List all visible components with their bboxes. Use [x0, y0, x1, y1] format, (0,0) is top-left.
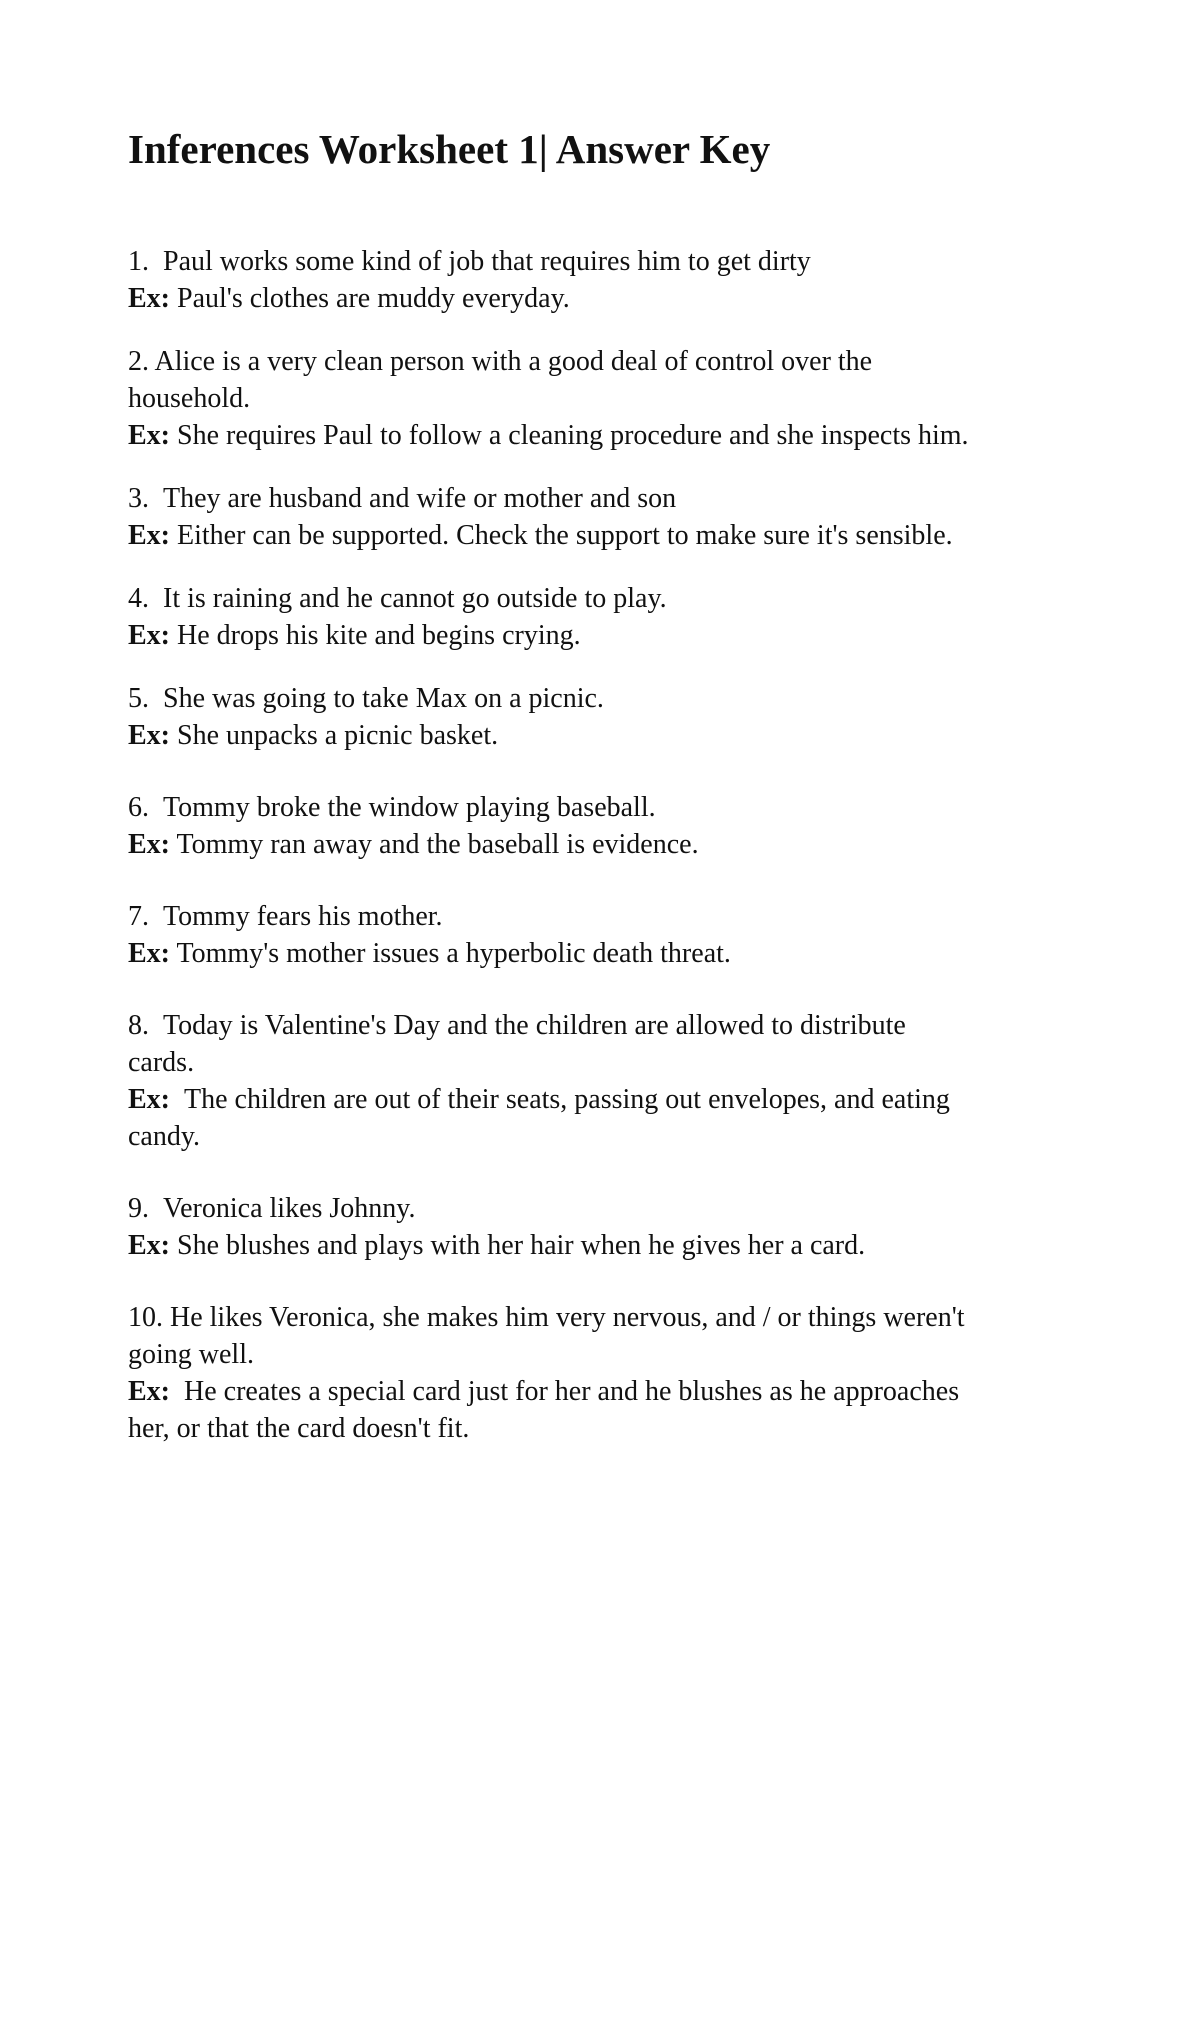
evidence-text: He drops his kite and begins crying. [177, 620, 581, 651]
answer-item [128, 343, 1088, 454]
answer-item [128, 680, 1088, 754]
answer-number: 8. [128, 1010, 149, 1041]
inference-text: going well. [128, 1339, 254, 1370]
evidence-label: Ex: [128, 620, 170, 651]
inference-line [128, 480, 1088, 517]
evidence-label: Ex: [128, 720, 170, 751]
answer-item [128, 1007, 1088, 1155]
evidence-text: candy. [128, 1121, 201, 1152]
answer-item [128, 1299, 1088, 1447]
inference-text: Paul works some kind of job that requires him to get dirty [163, 246, 811, 277]
inference-text: They are husband and wife or mother and son [163, 483, 677, 514]
evidence-text: Tommy ran away and the baseball is evidence. [176, 829, 699, 860]
inference-text: household. [128, 383, 251, 414]
evidence-line [128, 280, 1088, 317]
inference-line [128, 1044, 1088, 1081]
answer-item [128, 1190, 1088, 1264]
evidence-label: Ex: [128, 420, 170, 451]
evidence-line [128, 417, 1088, 454]
evidence-label: Ex: [128, 283, 170, 314]
evidence-text: Either can be supported. Check the support to make sure it's sensible. [177, 520, 953, 551]
evidence-line [128, 617, 1088, 654]
answer-number: 10. [128, 1302, 163, 1333]
evidence-text: He creates a special card just for her and he blushes as he approaches [184, 1376, 960, 1407]
evidence-line [128, 1081, 1088, 1118]
evidence-line [128, 826, 1088, 863]
evidence-label: Ex: [128, 1230, 170, 1261]
answer-number: 1. [128, 246, 149, 277]
answer-number: 4. [128, 583, 149, 614]
inference-text: Tommy broke the window playing baseball. [163, 792, 656, 823]
inference-line [128, 898, 1088, 935]
evidence-label: Ex: [128, 1376, 170, 1407]
inference-line [128, 380, 1088, 417]
evidence-line [128, 517, 1088, 554]
evidence-text: Tommy's mother issues a hyperbolic death threat. [176, 938, 731, 969]
page-title: Inferences Worksheet 1| Answer Key [128, 126, 771, 172]
evidence-line [128, 717, 1088, 754]
answer-number: 3. [128, 483, 149, 514]
inference-line [128, 1190, 1088, 1227]
evidence-label: Ex: [128, 829, 170, 860]
inference-line [128, 1007, 1088, 1044]
evidence-text: She blushes and plays with her hair when he gives her a card. [177, 1230, 866, 1261]
answer-number: 7. [128, 901, 149, 932]
evidence-text: She requires Paul to follow a cleaning procedure and she inspects him. [177, 420, 969, 451]
evidence-text: her, or that the card doesn't fit. [128, 1413, 470, 1444]
inference-text: Alice is a very clean person with a good deal of control over the [154, 346, 873, 377]
evidence-line [128, 1227, 1088, 1264]
inference-line [128, 243, 1088, 280]
answer-item [128, 789, 1088, 863]
evidence-line [128, 935, 1088, 972]
evidence-line [128, 1118, 1088, 1155]
inference-text: Veronica likes Johnny. [163, 1193, 416, 1224]
evidence-text: Paul's clothes are muddy everyday. [177, 283, 570, 314]
answer-item [128, 480, 1088, 554]
evidence-line [128, 1373, 1088, 1410]
inference-text: Today is Valentine's Day and the children are allowed to distribute [163, 1010, 906, 1041]
evidence-label: Ex: [128, 520, 170, 551]
inference-line [128, 343, 1088, 380]
answer-item [128, 898, 1088, 972]
inference-line [128, 789, 1088, 826]
inference-text: Tommy fears his mother. [163, 901, 443, 932]
answer-number: 5. [128, 683, 149, 714]
evidence-label: Ex: [128, 1084, 170, 1115]
inference-line [128, 1299, 1088, 1336]
answer-list [128, 217, 1088, 1447]
answer-item [128, 580, 1088, 654]
inference-line [128, 680, 1088, 717]
inference-text: It is raining and he cannot go outside to play. [163, 583, 667, 614]
answer-number: 6. [128, 792, 149, 823]
inference-line [128, 1336, 1088, 1373]
evidence-text: The children are out of their seats, passing out envelopes, and eating [184, 1084, 950, 1115]
answer-item [128, 243, 1088, 317]
inference-line [128, 580, 1088, 617]
answer-number: 9. [128, 1193, 149, 1224]
inference-text: He likes Veronica, she makes him very nervous, and / or things weren't [170, 1302, 965, 1333]
answer-number: 2. [128, 346, 149, 377]
evidence-text: She unpacks a picnic basket. [177, 720, 499, 751]
evidence-line [128, 1410, 1088, 1447]
evidence-label: Ex: [128, 938, 170, 969]
inference-text: She was going to take Max on a picnic. [163, 683, 604, 714]
inference-text: cards. [128, 1047, 195, 1078]
